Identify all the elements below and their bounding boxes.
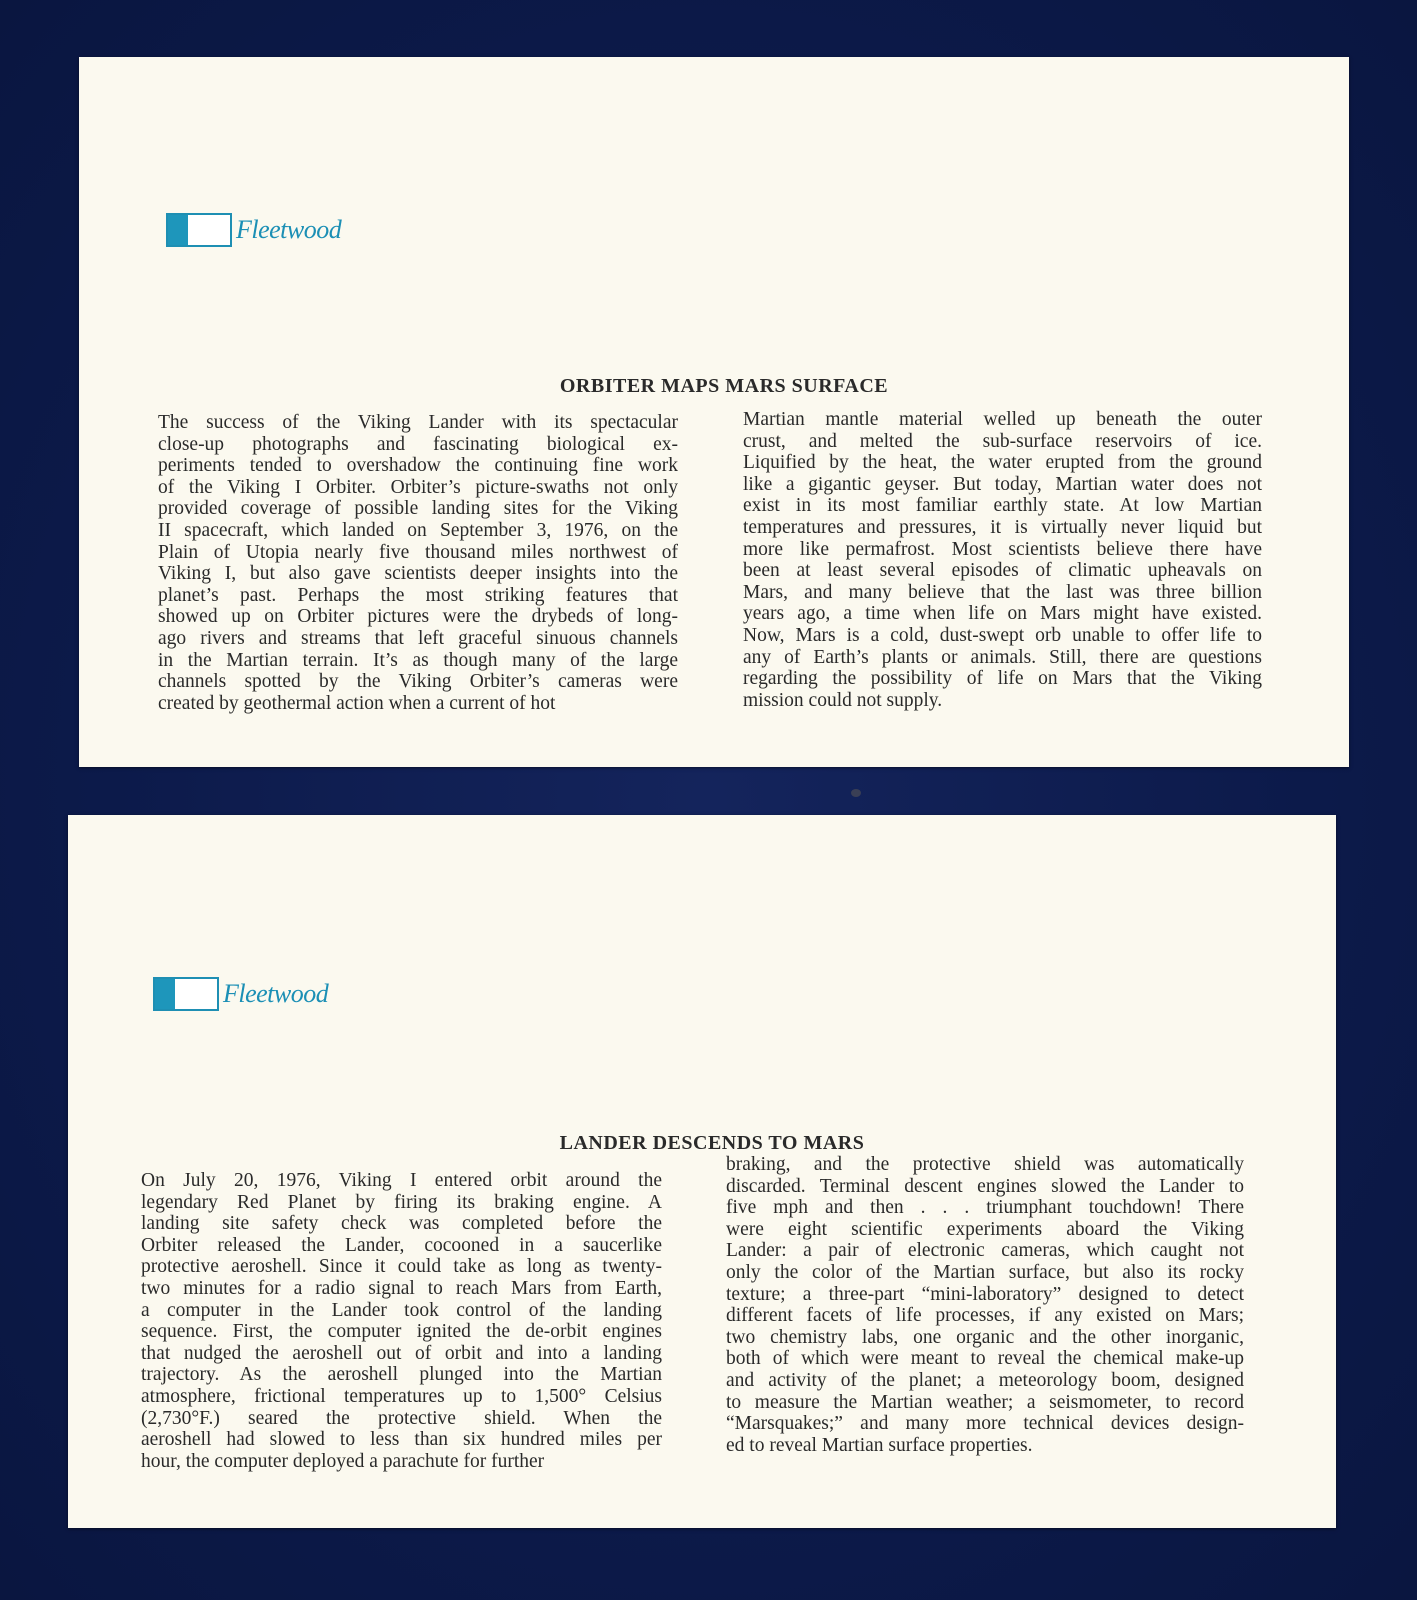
- text-line: provided coverage of possible landing sites for the Viking: [158, 498, 678, 520]
- text-line: were eight scientific experiments aboard the Viking: [726, 1218, 1244, 1240]
- text-line: temperatures and pressures, it is virtually never liquid but: [743, 516, 1262, 538]
- text-line: five mph and then . . . triumphant touchdown! There: [726, 1197, 1244, 1219]
- text-line: exist in its most familiar earthly state. At low Martian: [743, 495, 1262, 517]
- text-line: ago rivers and streams that left graceful sinuous channels: [158, 627, 678, 649]
- text-line: discarded. Terminal descent engines slowed the Lander to: [726, 1175, 1244, 1197]
- text-line: both of which were meant to reveal the chemical make-up: [726, 1348, 1244, 1370]
- text-line: Now, Mars is a cold, dust-swept orb unable to offer life to: [743, 624, 1262, 646]
- text-line: atmosphere, frictional temperatures up to 1,500° Celsius: [141, 1385, 662, 1407]
- background-speck: [851, 789, 861, 797]
- fleetwood-logo-text: Fleetwood: [236, 215, 342, 244]
- text-line: Viking I, but also gave scientists deeper insights into the: [158, 563, 678, 585]
- text-line: two minutes for a radio signal to reach Mars from Earth,: [141, 1277, 662, 1299]
- text-line: Orbiter released the Lander, cocooned in a saucerlike: [141, 1234, 662, 1256]
- text-line: two chemistry labs, one organic and the other inorganic,: [726, 1326, 1244, 1348]
- text-line: trajectory. As the aeroshell plunged into the Martian: [141, 1364, 662, 1386]
- text-column-left: [141, 1170, 662, 1472]
- text-line: to measure the Martian weather; a seismometer, to record: [726, 1391, 1244, 1413]
- text-line: landing site safety check was completed before the: [141, 1213, 662, 1235]
- text-column-right: [726, 1154, 1244, 1456]
- text-line: of the Viking I Orbiter. Orbiter’s picture-swaths not only: [158, 476, 678, 498]
- text-line: different facets of life processes, if any existed on Mars;: [726, 1305, 1244, 1327]
- text-line: planet’s past. Perhaps the most striking features that: [158, 584, 678, 606]
- text-line: Martian mantle material welled up beneath the outer: [743, 409, 1262, 430]
- text-line: showed up on Orbiter pictures were the drybeds of long-: [158, 606, 678, 628]
- text-line: (2,730°F.) seared the protective shield. When the: [141, 1407, 662, 1429]
- text-line: The success of the Viking Lander with its spectacular: [158, 412, 678, 433]
- text-line: braking, and the protective shield was automatically: [726, 1154, 1244, 1175]
- text-line: Liquified by the heat, the water erupted from the ground: [743, 452, 1262, 474]
- text-line: like a gigantic geyser. But today, Martian water does not: [743, 473, 1262, 495]
- text-line: any of Earth’s plants or animals. Still, there are questions: [743, 646, 1262, 668]
- text-line: II spacecraft, which landed on September 3, 1976, on the: [158, 519, 678, 541]
- text-line: Lander: a pair of electronic cameras, which caught not: [726, 1240, 1244, 1262]
- text-line: Mars, and many believe that the last was three billion: [743, 581, 1262, 603]
- text-line: close-up photographs and fascinating biological ex-: [158, 433, 678, 455]
- text-line: sequence. First, the computer ignited the de-orbit engines: [141, 1321, 662, 1343]
- card-title: LANDER DESCENDS TO MARS: [559, 1132, 865, 1154]
- text-line: aeroshell had slowed to less than six hundred miles per: [141, 1429, 662, 1451]
- text-line: hour, the computer deployed a parachute for further: [141, 1450, 545, 1472]
- text-line: regarding the possibility of life on Mars that the Viking: [743, 668, 1262, 690]
- text-line: a computer in the Lander took control of the landing: [141, 1299, 662, 1321]
- card-title: ORBITER MAPS MARS SURFACE: [559, 375, 889, 397]
- text-line: periments tended to overshadow the continuing fine work: [158, 455, 678, 477]
- text-column-left: [158, 412, 678, 714]
- fleetwood-logo: [153, 977, 328, 1011]
- fleetwood-logo-mark-icon: [153, 977, 219, 1011]
- fleetwood-logo-mark-icon: [166, 213, 232, 247]
- insert-card-orbiter: [79, 57, 1349, 767]
- text-line: created by geothermal action when a current of hot: [158, 692, 556, 714]
- text-line: protective aeroshell. Since it could take as long as twenty-: [141, 1256, 662, 1278]
- text-line: more like permafrost. Most scientists believe there have: [743, 538, 1262, 560]
- text-line: that nudged the aeroshell out of orbit and into a landing: [141, 1342, 662, 1364]
- text-line: Plain of Utopia nearly five thousand miles northwest of: [158, 541, 678, 563]
- text-line: texture; a three-part “mini-laboratory” designed to detect: [726, 1283, 1244, 1305]
- text-line: mission could not supply.: [743, 689, 943, 711]
- text-line: only the color of the Martian surface, but also its rocky: [726, 1261, 1244, 1283]
- text-line: in the Martian terrain. It’s as though many of the large: [158, 649, 678, 671]
- text-line: been at least several episodes of climatic upheavals on: [743, 560, 1262, 582]
- fleetwood-logo: [166, 213, 341, 247]
- text-line: ed to reveal Martian surface properties.: [726, 1434, 1033, 1456]
- text-line: crust, and melted the sub-surface reservoirs of ice.: [743, 430, 1262, 452]
- insert-card-lander: [68, 815, 1336, 1528]
- text-column-right: [743, 409, 1262, 711]
- text-line: “Marsquakes;” and many more technical devices design-: [726, 1413, 1244, 1435]
- fleetwood-logo-text: Fleetwood: [223, 979, 329, 1008]
- text-line: and activity of the planet; a meteorology boom, designed: [726, 1369, 1244, 1391]
- text-line: legendary Red Planet by firing its braking engine. A: [141, 1191, 662, 1213]
- text-line: On July 20, 1976, Viking I entered orbit around the: [141, 1170, 662, 1191]
- text-line: years ago, a time when life on Mars might have existed.: [743, 603, 1262, 625]
- text-line: channels spotted by the Viking Orbiter’s cameras were: [158, 671, 678, 693]
